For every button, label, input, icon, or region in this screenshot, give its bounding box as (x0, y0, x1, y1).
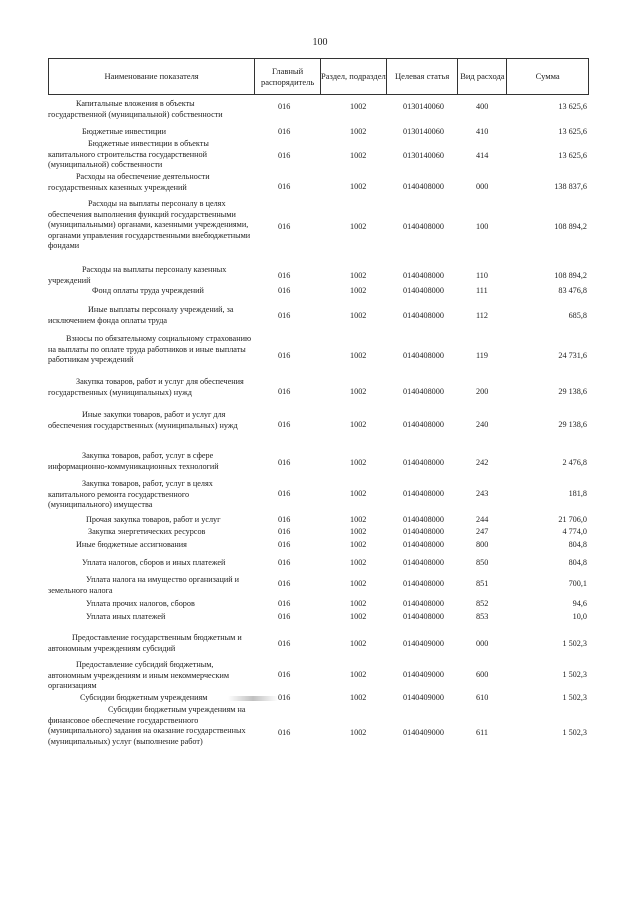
row-razdel: 1002 (350, 579, 367, 588)
row-name: Уплата налогов, сборов и иных платежей (82, 558, 226, 567)
row-glavny: 016 (278, 489, 291, 498)
row-name: Уплата иных платежей (86, 612, 166, 621)
row-vid: 400 (476, 102, 489, 111)
row-glavny: 016 (278, 558, 291, 567)
row-vid: 000 (476, 182, 489, 191)
row-glavny: 016 (278, 222, 291, 231)
row-sum: 24 731,6 (558, 351, 587, 360)
row-glavny: 016 (278, 182, 291, 191)
row-target: 0140408000 (403, 540, 444, 549)
row-razdel: 1002 (350, 420, 367, 429)
row-glavny: 016 (278, 599, 291, 608)
row-razdel: 1002 (350, 102, 367, 111)
row-name: Закупка товаров, работ, услуг в целях капитального ремонта государственного (муниципального) имущества (48, 479, 213, 509)
scan-smudge (228, 696, 278, 701)
row-glavny: 016 (278, 286, 291, 295)
row-vid: 119 (476, 351, 488, 360)
row-target: 0140408000 (403, 558, 444, 567)
row-vid: 851 (476, 579, 489, 588)
row-vid: 414 (476, 151, 489, 160)
row-vid: 853 (476, 612, 489, 621)
row-razdel: 1002 (350, 127, 367, 136)
row-vid: 000 (476, 639, 489, 648)
row-razdel: 1002 (350, 527, 367, 536)
row-sum: 13 625,6 (558, 127, 587, 136)
row-razdel: 1002 (350, 489, 367, 498)
row-name: Предоставление государственным бюджетным и автономным учреждениям субсидий (48, 633, 242, 653)
row-sum: 1 502,3 (562, 670, 587, 679)
row-target: 0140408000 (403, 515, 444, 524)
row-sum: 108 894,2 (554, 271, 587, 280)
row-name: Расходы на выплаты персоналу казенных учреждений (48, 265, 227, 285)
row-vid: 242 (476, 458, 489, 467)
row-vid: 112 (476, 311, 488, 320)
row-name: Закупка товаров, работ и услуг для обеспечения государственных (муниципальных) нужд (48, 377, 244, 397)
row-glavny: 016 (278, 728, 291, 737)
row-razdel: 1002 (350, 286, 367, 295)
row-razdel: 1002 (350, 599, 367, 608)
row-glavny: 016 (278, 351, 291, 360)
row-target: 0140408000 (403, 286, 444, 295)
row-vid: 243 (476, 489, 489, 498)
row-target: 0140408000 (403, 420, 444, 429)
row-razdel: 1002 (350, 182, 367, 191)
row-name: Капитальные вложения в объекты государственной (муниципальной) собственности (48, 99, 223, 119)
row-vid: 800 (476, 540, 489, 549)
row-sum: 181,8 (568, 489, 587, 498)
row-vid: 852 (476, 599, 489, 608)
row-target: 0140408000 (403, 311, 444, 320)
row-razdel: 1002 (350, 670, 367, 679)
row-razdel: 1002 (350, 540, 367, 549)
row-glavny: 016 (278, 387, 291, 396)
row-target: 0130140060 (403, 151, 444, 160)
row-sum: 13 625,6 (558, 102, 587, 111)
row-razdel: 1002 (350, 693, 367, 702)
row-vid: 611 (476, 728, 488, 737)
row-razdel: 1002 (350, 351, 367, 360)
row-vid: 247 (476, 527, 489, 536)
row-target: 0140408000 (403, 387, 444, 396)
row-glavny: 016 (278, 579, 291, 588)
row-target: 0140409000 (403, 728, 444, 737)
row-glavny: 016 (278, 127, 291, 136)
row-sum: 1 502,3 (562, 639, 587, 648)
row-name: Бюджетные инвестиции в объекты капитального строительства государственной (муниципальной) собственности (48, 139, 209, 169)
row-sum: 29 138,6 (558, 387, 587, 396)
row-name: Уплата налога на имущество организаций и земельного налога (48, 575, 240, 595)
row-target: 0140408000 (403, 271, 444, 280)
row-razdel: 1002 (350, 639, 367, 648)
row-name: Иные закупки товаров, работ и услуг для обеспечения государственных (муниципальных) нужд (48, 410, 238, 430)
row-glavny: 016 (278, 515, 291, 524)
table-header (48, 58, 589, 95)
row-vid: 244 (476, 515, 489, 524)
row-razdel: 1002 (350, 515, 367, 524)
row-razdel: 1002 (350, 558, 367, 567)
header-vid: Вид расхода (457, 59, 506, 94)
row-vid: 610 (476, 693, 489, 702)
row-vid: 850 (476, 558, 489, 567)
row-vid: 200 (476, 387, 489, 396)
row-name: Расходы на выплаты персоналу в целях обеспечения выполнения функций государственными (муниципальными) органами, казенными учреждениями, органами управления государственными внебюджетными фондами (48, 199, 251, 250)
row-name: Бюджетные инвестиции (82, 127, 167, 136)
row-glavny: 016 (278, 151, 291, 160)
row-vid: 240 (476, 420, 489, 429)
row-target: 0140408000 (403, 579, 444, 588)
row-sum: 83 476,8 (558, 286, 587, 295)
row-target: 0140408000 (403, 489, 444, 498)
row-vid: 600 (476, 670, 489, 679)
row-target: 0140408000 (403, 527, 444, 536)
row-sum: 1 502,3 (562, 693, 587, 702)
row-razdel: 1002 (350, 222, 367, 231)
row-sum: 94,6 (572, 599, 587, 608)
row-target: 0130140060 (403, 102, 444, 111)
row-glavny: 016 (278, 420, 291, 429)
row-glavny: 016 (278, 458, 291, 467)
row-target: 0140408000 (403, 222, 444, 231)
row-target: 0140408000 (403, 182, 444, 191)
row-vid: 110 (476, 271, 488, 280)
row-target: 0140408000 (403, 351, 444, 360)
row-name: Расходы на обеспечение деятельности государственных казенных учреждений (48, 172, 210, 192)
row-name: Фонд оплаты труда учреждений (92, 286, 204, 295)
row-sum: 29 138,6 (558, 420, 587, 429)
header-name: Наименование показателя (104, 71, 199, 81)
header-sum: Сумма (506, 59, 588, 94)
row-target: 0140408000 (403, 458, 444, 467)
row-target: 0140409000 (403, 670, 444, 679)
row-glavny: 016 (278, 639, 291, 648)
header-glavny: Главный распорядитель (254, 59, 320, 94)
row-name: Иные бюджетные ассигнования (76, 540, 187, 549)
page-number: 100 (312, 37, 328, 48)
row-glavny: 016 (278, 612, 291, 621)
row-sum: 804,8 (568, 558, 587, 567)
row-name: Иные выплаты персоналу учреждений, за исключением фонда оплаты труда (48, 305, 234, 325)
row-glavny: 016 (278, 540, 291, 549)
row-target: 0140409000 (403, 693, 444, 702)
row-sum: 108 894,2 (554, 222, 587, 231)
row-razdel: 1002 (350, 271, 367, 280)
row-name: Прочая закупка товаров, работ и услуг (86, 515, 221, 524)
row-sum: 1 502,3 (562, 728, 587, 737)
row-sum: 804,8 (568, 540, 587, 549)
row-name: Предоставление субсидий бюджетным, автономным учреждениям и иным некоммерческим организациям (48, 660, 230, 690)
row-glavny: 016 (278, 311, 291, 320)
row-vid: 410 (476, 127, 489, 136)
row-sum: 4 774,0 (562, 527, 587, 536)
row-glavny: 016 (278, 271, 291, 280)
row-name: Закупка энергетических ресурсов (88, 527, 206, 536)
row-target: 0140408000 (403, 599, 444, 608)
row-name: Уплата прочих налогов, сборов (86, 599, 195, 608)
row-glavny: 016 (278, 693, 291, 702)
row-vid: 111 (476, 286, 488, 295)
row-target: 0130140060 (403, 127, 444, 136)
row-name: Взносы по обязательному социальному страхованию на выплаты по оплате труда работников и иные выплаты работникам учреждений (48, 334, 252, 364)
row-sum: 13 625,6 (558, 151, 587, 160)
header-razdel: Раздел, подраздел (320, 59, 386, 94)
row-razdel: 1002 (350, 151, 367, 160)
row-target: 0140409000 (403, 639, 444, 648)
row-sum: 21 706,0 (558, 515, 587, 524)
row-name: Субсидии бюджетным учреждениям на финансовое обеспечение государственного (муниципального) задания на оказание государственных (муниципальных) услуг (выполнение работ) (48, 705, 246, 746)
row-razdel: 1002 (350, 311, 367, 320)
row-razdel: 1002 (350, 612, 367, 621)
row-razdel: 1002 (350, 458, 367, 467)
row-glavny: 016 (278, 102, 291, 111)
row-vid: 100 (476, 222, 489, 231)
row-sum: 138 837,6 (554, 182, 587, 191)
row-sum: 685,8 (568, 311, 587, 320)
row-glavny: 016 (278, 670, 291, 679)
row-sum: 2 476,8 (562, 458, 587, 467)
row-glavny: 016 (278, 527, 291, 536)
row-razdel: 1002 (350, 387, 367, 396)
row-name: Закупка товаров, работ, услуг в сфере информационно-коммуникационных технологий (48, 451, 219, 471)
row-sum: 700,1 (568, 579, 587, 588)
row-razdel: 1002 (350, 728, 367, 737)
row-target: 0140408000 (403, 612, 444, 621)
header-target: Целевая статья (386, 59, 458, 94)
row-name: Субсидии бюджетным учреждениям (80, 693, 208, 702)
row-sum: 10,0 (572, 612, 587, 621)
